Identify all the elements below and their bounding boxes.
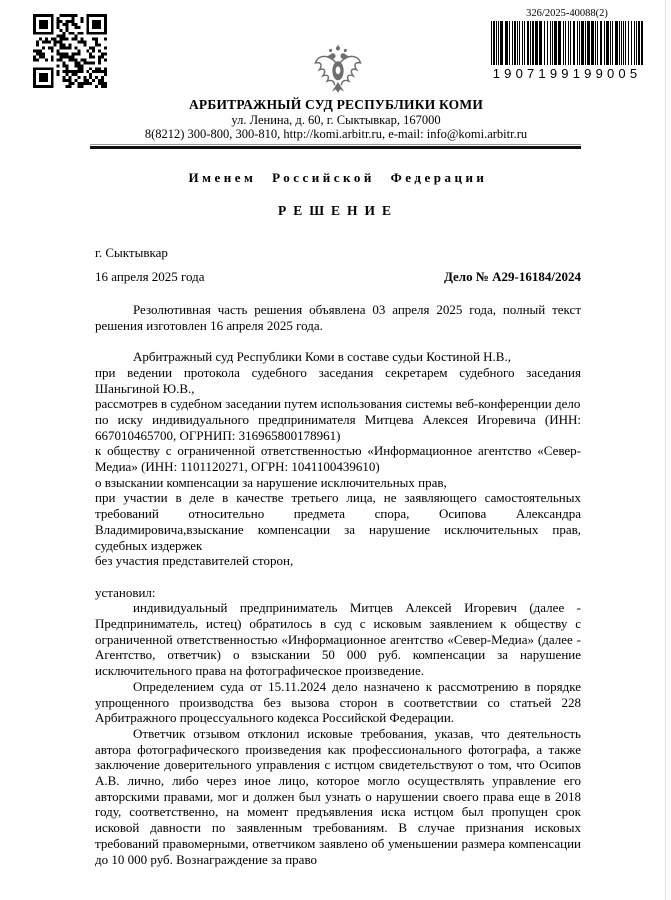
barcode-block	[485, 8, 649, 83]
case-number: Дело № А29-16184/2024	[443, 269, 581, 284]
body-paragraph: Определением суда от 15.11.2024 дело назначено к рассмотрению в порядке упрощенного производства без вызова сторон в соответствии со статьей 228 Арбитражного процессуального кодекса Российской Федерации.	[95, 678, 581, 726]
decision-main	[95, 165, 581, 867]
body-paragraph: Ответчик отзывом отклонил исковые требования, указав, что деятельность автора фотографического произведения как профессионального фотографа, а также заключение доверительного управления с истцом свидетельствуют о том, что Осипов А.В. лично, либо через иное лицо, которое могло осуществлять управление его авторскими правами, мог и должен был узнать о нарушении своего права еще в 2018 году, соответственно, на момент предъявления иска истцом был пропущен срок исковой давности по заявленным требованиям. В случае признания исковых требований правомерными, ответчиком заявлено об уменьшении размера компенсации до 10 000 руб. Вознаграждение за право	[95, 725, 581, 867]
court-letterhead	[93, 97, 579, 141]
body-paragraph: индивидуальный предприниматель Митцев Алексей Игоревич (далее - Предприниматель, истец) обратилось в суд с исковым заявлением к обществу с ограниченной ответственностью «Информационное агентство «Север-Медиа» (далее - Агентство, ответчик) о взыскании 50 000 руб. компенсации за нарушение исключительного права на фотографическое произведение.	[95, 600, 581, 679]
court-address: ул. Ленина, д. 60, г. Сыктывкар, 167000	[231, 113, 441, 127]
decision-date: 16 апреля 2025 года	[95, 269, 205, 284]
date-case-row	[95, 269, 581, 285]
body-paragraph: по иску индивидуального предпринимателя Митцева Алексея Игоревича (ИНН: 667010465700, ОГРНИП: 316965800178961)	[95, 411, 581, 443]
city-line: г. Сыктывкар	[95, 245, 168, 260]
body-paragraph: при ведении протокола судебного заседания секретарем судебного заседания Шаньгиной Ю.В.,	[95, 364, 581, 396]
body-paragraph: без участия представителей сторон,	[95, 553, 294, 569]
barcode-digits: 1907199199005	[485, 67, 649, 81]
body-paragraph: рассмотрев в судебном заседании путем использования системы веб-конференции дело	[95, 396, 581, 412]
in-the-name-heading: Именем Российской Федерации	[188, 170, 488, 185]
decision-body	[95, 302, 581, 867]
body-paragraph: Арбитражный суд Республики Коми в составе судьи Костиной Н.В.,	[133, 349, 511, 365]
body-paragraph: установил:	[95, 584, 156, 600]
state-emblem-icon	[312, 41, 364, 97]
decision-heading: РЕШЕНИЕ	[277, 203, 399, 218]
body-paragraph: к обществу с ограниченной ответственностью «Информационное агентство «Север-Медиа» (ИНН: 1101120271, ОГРН: 1041100439610)	[95, 443, 581, 475]
registration-number: 326/2025-40088(2)	[526, 8, 608, 19]
letterhead-divider	[90, 144, 581, 149]
qr-code-icon	[33, 14, 107, 88]
body-paragraph: при участии в деле в качестве третьего лица, не заявляющего самостоятельных требований относительно предмета спора, Осипова Александра Владимировича,взыскание компенсации за нарушение исключительных прав, судебных издержек	[95, 490, 581, 553]
page-edge-line	[665, 0, 666, 900]
court-name: АРБИТРАЖНЫЙ СУД РЕСПУБЛИКИ КОМИ	[188, 97, 484, 112]
court-contacts: 8(8212) 300-800, 300-810, http://komi.arbitr.ru, e-mail: info@komi.arbitr.ru	[144, 127, 528, 141]
body-paragraph: о взыскании компенсации за нарушение исключительных прав,	[95, 474, 447, 490]
body-paragraph: Резолютивная часть решения объявлена 03 апреля 2025 года, полный текст решения изготовлен 16 апреля 2025 года.	[95, 302, 581, 333]
barcode-icon	[491, 21, 643, 65]
